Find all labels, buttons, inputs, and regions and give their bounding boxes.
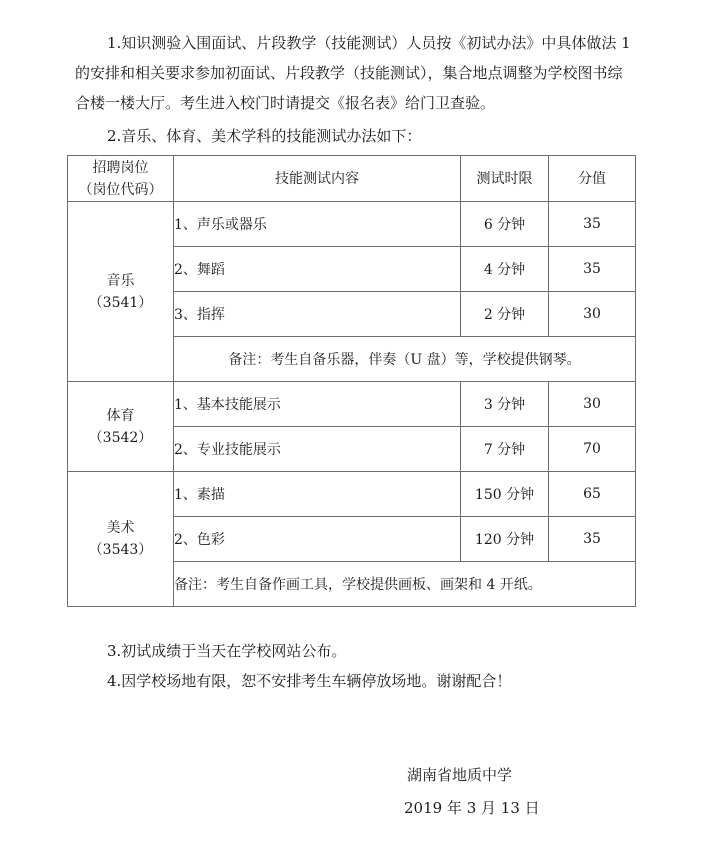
content-cell: 2、色彩 bbox=[174, 517, 461, 562]
score-cell: 30 bbox=[549, 382, 636, 427]
content-cell: 1、素描 bbox=[174, 472, 461, 517]
time-cell: 150 分钟 bbox=[461, 472, 549, 517]
art-note: 备注：考生自备作画工具，学校提供画板、画架和 4 开纸。 bbox=[174, 562, 636, 607]
paragraph-2-text: 2.音乐、体育、美术学科的技能测试办法如下： bbox=[107, 127, 422, 145]
paragraph-4-text: 4.因学校场地有限，恕不安排考生车辆停放场地。谢谢配合！ bbox=[107, 672, 512, 690]
position-cell-art: 美术 （3543） bbox=[68, 472, 174, 607]
content-cell: 1、基本技能展示 bbox=[174, 382, 461, 427]
table-header-row bbox=[68, 156, 636, 202]
table-row bbox=[68, 472, 636, 517]
header-time-limit: 测试时限 bbox=[461, 156, 549, 202]
paragraph-1 bbox=[75, 28, 635, 118]
score-cell: 65 bbox=[549, 472, 636, 517]
content-cell: 3、指挥 bbox=[174, 292, 461, 337]
score-cell: 30 bbox=[549, 292, 636, 337]
time-cell: 3 分钟 bbox=[461, 382, 549, 427]
score-cell: 70 bbox=[549, 427, 636, 472]
paragraph-1-text: 1.知识测验入围面试、片段教学（技能测试）人员按《初试办法》中具体做法 1 的安排和相关要求参加初面试、片段教学（技能测试），集合地点调整为学校图书综合楼一楼大厅。考生进入校门时请提交《报名表》给门卫查验。 bbox=[75, 34, 631, 112]
header-score: 分值 bbox=[549, 156, 636, 202]
score-cell: 35 bbox=[549, 247, 636, 292]
music-note: 备注：考生自备乐器，伴奏（U 盘）等，学校提供钢琴。 bbox=[174, 337, 636, 382]
table-row bbox=[68, 202, 636, 247]
time-cell: 4 分钟 bbox=[461, 247, 549, 292]
position-cell-music: 音乐 （3541） bbox=[68, 202, 174, 382]
score-cell: 35 bbox=[549, 517, 636, 562]
time-cell: 2 分钟 bbox=[461, 292, 549, 337]
time-cell: 7 分钟 bbox=[461, 427, 549, 472]
skill-test-table bbox=[67, 155, 636, 607]
position-cell-pe: 体育 （3542） bbox=[68, 382, 174, 472]
paragraph-2 bbox=[75, 121, 635, 151]
content-cell: 2、舞蹈 bbox=[174, 247, 461, 292]
paragraph-3 bbox=[75, 636, 635, 666]
time-cell: 120 分钟 bbox=[461, 517, 549, 562]
score-cell: 35 bbox=[549, 202, 636, 247]
signature-date: 2019 年 3 月 13 日 bbox=[404, 799, 540, 817]
table-row bbox=[68, 382, 636, 427]
content-cell: 1、声乐或器乐 bbox=[174, 202, 461, 247]
signature-organization: 湖南省地质中学 bbox=[407, 766, 513, 784]
header-content: 技能测试内容 bbox=[174, 156, 461, 202]
paragraph-3-text: 3.初试成绩于当天在学校网站公布。 bbox=[107, 642, 347, 660]
header-position: 招聘岗位 （岗位代码） bbox=[68, 156, 174, 202]
paragraph-4 bbox=[75, 666, 635, 696]
time-cell: 6 分钟 bbox=[461, 202, 549, 247]
content-cell: 2、专业技能展示 bbox=[174, 427, 461, 472]
